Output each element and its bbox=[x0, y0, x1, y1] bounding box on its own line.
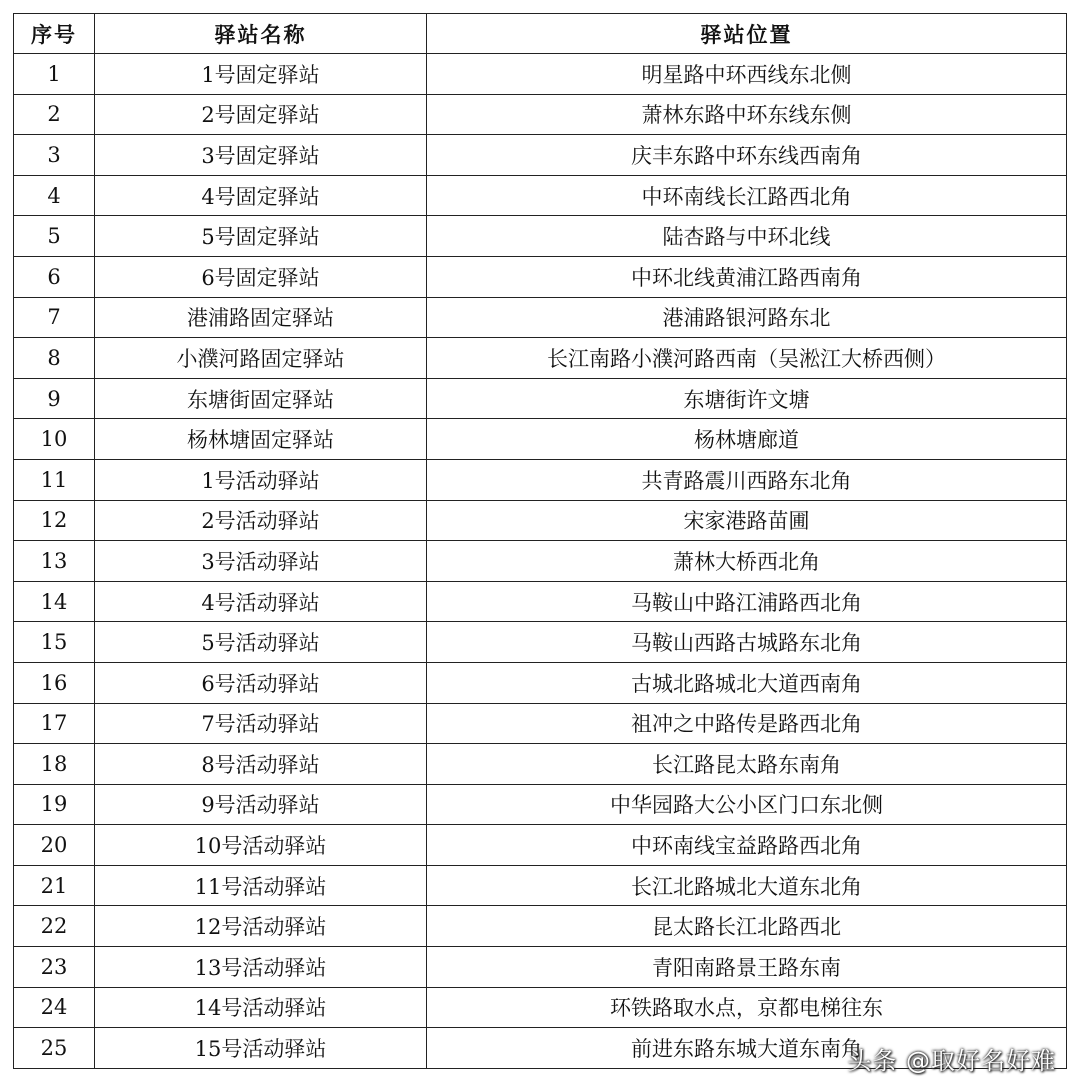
table-row bbox=[14, 825, 1067, 866]
cell-station-location: 中环北线黄浦江路西南角 bbox=[427, 256, 1067, 297]
watermark: 头条 @取好名好难 bbox=[847, 1047, 1056, 1075]
cell-station-location: 东塘街许文塘 bbox=[427, 378, 1067, 419]
cell-station-location: 古城北路城北大道西南角 bbox=[427, 662, 1067, 703]
cell-station-name: 1号固定驿站 bbox=[95, 54, 427, 95]
cell-station-location: 青阳南路景王路东南 bbox=[427, 947, 1067, 988]
cell-station-location: 中环南线宝益路路西北角 bbox=[427, 825, 1067, 866]
table-row bbox=[14, 256, 1067, 297]
cell-station-location: 祖冲之中路传是路西北角 bbox=[427, 703, 1067, 744]
cell-no: 8 bbox=[14, 338, 95, 379]
cell-station-name: 13号活动驿站 bbox=[95, 947, 427, 988]
cell-no: 16 bbox=[14, 662, 95, 703]
cell-station-name: 3号固定驿站 bbox=[95, 135, 427, 176]
cell-station-location: 中华园路大公小区门口东北侧 bbox=[427, 784, 1067, 825]
table-row bbox=[14, 784, 1067, 825]
cell-station-name: 6号活动驿站 bbox=[95, 662, 427, 703]
cell-no: 23 bbox=[14, 947, 95, 988]
cell-station-location: 马鞍山西路古城路东北角 bbox=[427, 622, 1067, 663]
cell-station-location: 港浦路银河路东北 bbox=[427, 297, 1067, 338]
table-row bbox=[14, 175, 1067, 216]
cell-station-name: 9号活动驿站 bbox=[95, 784, 427, 825]
table-row bbox=[14, 378, 1067, 419]
table-row bbox=[14, 54, 1067, 95]
table-row bbox=[14, 744, 1067, 785]
cell-no: 6 bbox=[14, 256, 95, 297]
cell-station-name: 8号活动驿站 bbox=[95, 744, 427, 785]
cell-no: 1 bbox=[14, 54, 95, 95]
cell-station-name: 4号活动驿站 bbox=[95, 581, 427, 622]
header-no: 序号 bbox=[14, 14, 95, 54]
cell-station-location: 长江北路城北大道东北角 bbox=[427, 865, 1067, 906]
cell-no: 21 bbox=[14, 865, 95, 906]
cell-station-location: 庆丰东路中环东线西南角 bbox=[427, 135, 1067, 176]
cell-station-name: 10号活动驿站 bbox=[95, 825, 427, 866]
cell-no: 15 bbox=[14, 622, 95, 663]
cell-no: 5 bbox=[14, 216, 95, 257]
table-row bbox=[14, 541, 1067, 582]
table-row bbox=[14, 906, 1067, 947]
cell-station-location: 共青路震川西路东北角 bbox=[427, 459, 1067, 500]
cell-station-location: 马鞍山中路江浦路西北角 bbox=[427, 581, 1067, 622]
cell-station-name: 6号固定驿站 bbox=[95, 256, 427, 297]
cell-station-location: 萧林东路中环东线东侧 bbox=[427, 94, 1067, 135]
cell-station-name: 7号活动驿站 bbox=[95, 703, 427, 744]
cell-no: 13 bbox=[14, 541, 95, 582]
station-table bbox=[13, 13, 1067, 1069]
table-row bbox=[14, 500, 1067, 541]
cell-station-location: 萧林大桥西北角 bbox=[427, 541, 1067, 582]
table-row bbox=[14, 581, 1067, 622]
cell-no: 11 bbox=[14, 459, 95, 500]
cell-no: 24 bbox=[14, 987, 95, 1028]
table-row bbox=[14, 459, 1067, 500]
cell-station-location: 前进东路东城大道东南角 bbox=[427, 1028, 1067, 1069]
cell-station-location: 明星路中环西线东北侧 bbox=[427, 54, 1067, 95]
table-row bbox=[14, 947, 1067, 988]
cell-station-name: 15号活动驿站 bbox=[95, 1028, 427, 1069]
cell-station-name: 3号活动驿站 bbox=[95, 541, 427, 582]
cell-station-location: 长江南路小濮河路西南（吴淞江大桥西侧） bbox=[427, 338, 1067, 379]
cell-no: 17 bbox=[14, 703, 95, 744]
cell-station-location: 长江路昆太路东南角 bbox=[427, 744, 1067, 785]
table-row bbox=[14, 94, 1067, 135]
table-row bbox=[14, 338, 1067, 379]
cell-no: 18 bbox=[14, 744, 95, 785]
cell-no: 19 bbox=[14, 784, 95, 825]
cell-no: 2 bbox=[14, 94, 95, 135]
cell-station-name: 2号固定驿站 bbox=[95, 94, 427, 135]
cell-station-name: 东塘街固定驿站 bbox=[95, 378, 427, 419]
cell-no: 3 bbox=[14, 135, 95, 176]
cell-no: 12 bbox=[14, 500, 95, 541]
cell-station-location: 杨林塘廊道 bbox=[427, 419, 1067, 460]
cell-station-name: 12号活动驿站 bbox=[95, 906, 427, 947]
cell-station-name: 11号活动驿站 bbox=[95, 865, 427, 906]
table-row bbox=[14, 135, 1067, 176]
cell-no: 9 bbox=[14, 378, 95, 419]
cell-station-name: 5号固定驿站 bbox=[95, 216, 427, 257]
cell-station-location: 陆杏路与中环北线 bbox=[427, 216, 1067, 257]
cell-station-location: 宋家港路苗圃 bbox=[427, 500, 1067, 541]
cell-no: 4 bbox=[14, 175, 95, 216]
cell-station-name: 杨林塘固定驿站 bbox=[95, 419, 427, 460]
cell-no: 22 bbox=[14, 906, 95, 947]
cell-station-name: 2号活动驿站 bbox=[95, 500, 427, 541]
table-row bbox=[14, 865, 1067, 906]
cell-station-name: 5号活动驿站 bbox=[95, 622, 427, 663]
cell-no: 25 bbox=[14, 1028, 95, 1069]
cell-station-name: 14号活动驿站 bbox=[95, 987, 427, 1028]
table-row bbox=[14, 703, 1067, 744]
cell-station-name: 港浦路固定驿站 bbox=[95, 297, 427, 338]
table-header-row bbox=[14, 14, 1067, 54]
cell-station-location: 昆太路长江北路西北 bbox=[427, 906, 1067, 947]
table-row bbox=[14, 662, 1067, 703]
cell-no: 7 bbox=[14, 297, 95, 338]
table-row bbox=[14, 216, 1067, 257]
cell-no: 10 bbox=[14, 419, 95, 460]
cell-station-name: 小濮河路固定驿站 bbox=[95, 338, 427, 379]
cell-station-name: 1号活动驿站 bbox=[95, 459, 427, 500]
table-row bbox=[14, 297, 1067, 338]
cell-station-location: 中环南线长江路西北角 bbox=[427, 175, 1067, 216]
table-row bbox=[14, 622, 1067, 663]
header-name: 驿站名称 bbox=[95, 14, 427, 54]
header-location: 驿站位置 bbox=[427, 14, 1067, 54]
table-row bbox=[14, 419, 1067, 460]
cell-no: 14 bbox=[14, 581, 95, 622]
cell-station-name: 4号固定驿站 bbox=[95, 175, 427, 216]
table-row bbox=[14, 987, 1067, 1028]
cell-station-location: 环铁路取水点，京都电梯往东 bbox=[427, 987, 1067, 1028]
cell-no: 20 bbox=[14, 825, 95, 866]
table-body bbox=[14, 54, 1067, 1069]
